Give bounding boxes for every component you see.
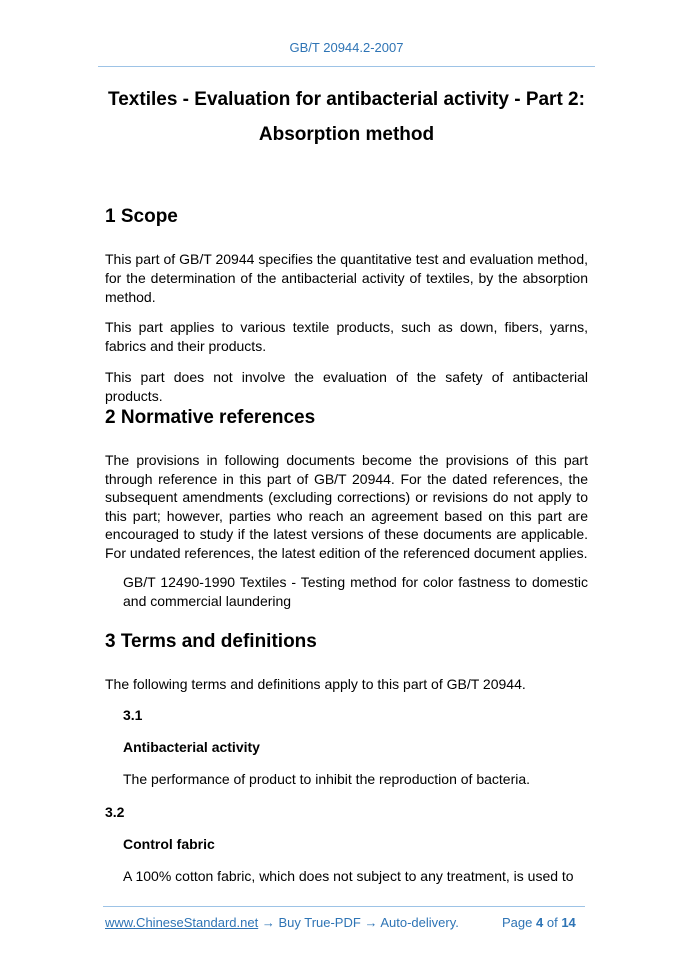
section-heading-scope: 1 Scope	[105, 206, 178, 227]
term-name-antibacterial-activity: Antibacterial activity	[123, 739, 260, 755]
footer-buy-text: Buy True-PDF	[278, 915, 361, 930]
footer-website-link[interactable]: www.ChineseStandard.net	[105, 915, 259, 930]
term-name-control-fabric: Control fabric	[123, 836, 215, 852]
section-heading-normative: 2 Normative references	[105, 407, 316, 428]
arrow-right-icon: →	[261, 915, 275, 930]
term-definition-control-fabric: A 100% cotton fabric, which does not subject to any treatment, is used to	[123, 868, 574, 884]
doc-title-line2: Absorption method	[258, 124, 435, 145]
normative-reference-item: GB/T 12490-1990 Textiles - Testing method for color fastness to domestic and commercial laundering	[123, 574, 588, 609]
scope-paragraph-2: This part applies to various textile products, such as down, fibers, yarns, fabrics and their products.	[105, 319, 588, 354]
current-page: 4	[536, 915, 544, 930]
term-number-3-1: 3.1	[123, 707, 143, 723]
doc-title-line1: Textiles - Evaluation for antibacterial activity - Part 2:	[108, 89, 585, 110]
total-pages: 14	[561, 915, 576, 930]
scope-paragraph-1: This part of GB/T 20944 specifies the quantitative test and evaluation method, for the determination of the antibacterial activity of textiles, by the absorption method.	[105, 251, 588, 305]
footer-promo	[105, 915, 459, 930]
header-divider	[98, 66, 595, 67]
of-label: of	[546, 915, 558, 930]
normative-paragraph: The provisions in following documents become the provisions of this part through reference in this part of GB/T 20944. For the dated references, the subsequent amendments (excluding corrections) or revisions do not apply to this part; however, parties who reach an agreement based on this part are encouraged to study if the latest versions of these documents are applicable. For undated references, the latest edition of the referenced document applies.	[105, 452, 588, 561]
footer-delivery-text: Auto-delivery.	[380, 915, 459, 930]
section-heading-terms: 3 Terms and definitions	[105, 631, 317, 652]
term-definition-antibacterial-activity: The performance of product to inhibit the reproduction of bacteria.	[123, 771, 531, 787]
footer-page-number	[502, 915, 576, 930]
page-label: Page	[502, 915, 533, 930]
term-number-3-2: 3.2	[105, 804, 125, 820]
header-doc-id: GB/T 20944.2-2007	[289, 40, 404, 55]
scope-paragraph-3: This part does not involve the evaluation of the safety of antibacterial products.	[105, 369, 588, 404]
footer-divider	[103, 906, 585, 907]
arrow-right-icon: →	[364, 915, 378, 930]
terms-intro: The following terms and definitions apply to this part of GB/T 20944.	[105, 676, 526, 692]
